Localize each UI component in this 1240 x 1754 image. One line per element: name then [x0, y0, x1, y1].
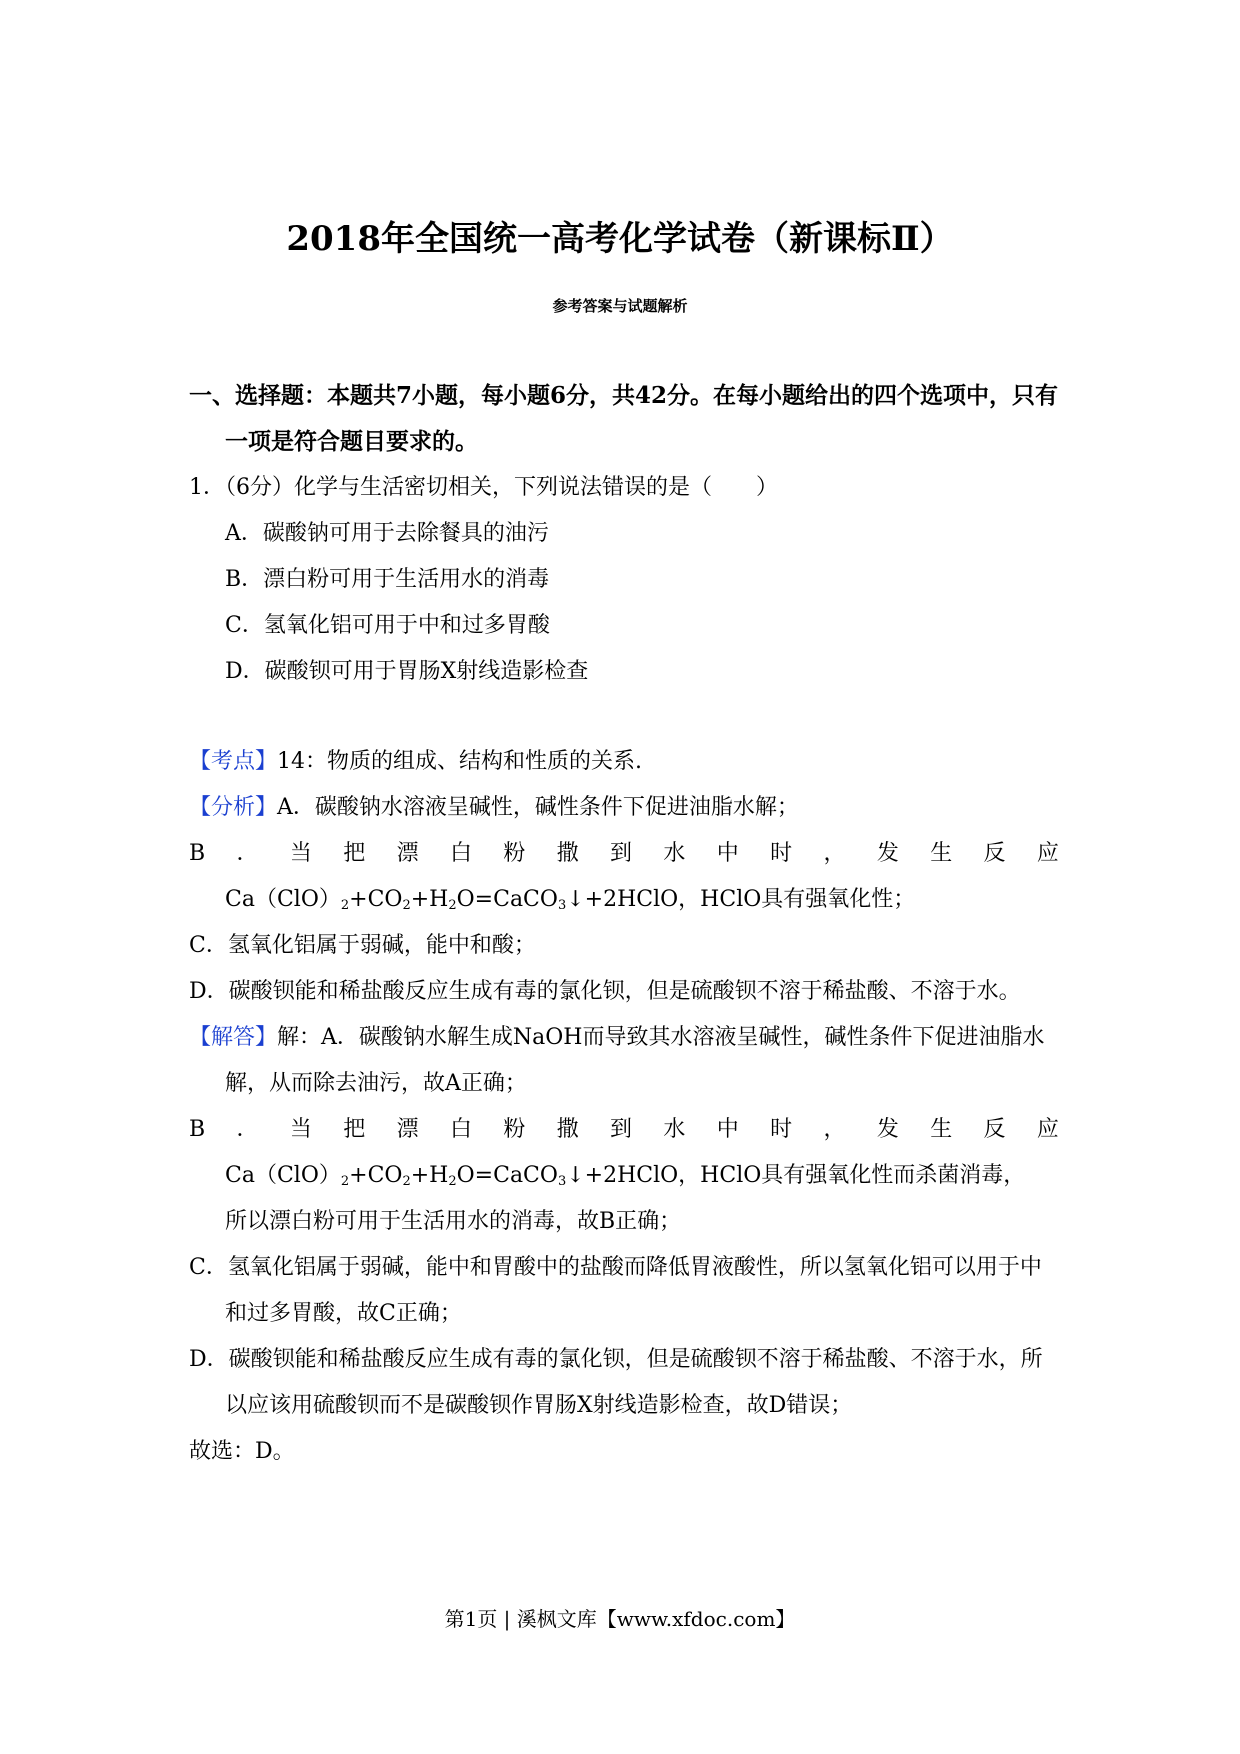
jieda-a-text: 解：A．碳酸钠水解生成NaOH而导致其水溶液呈碱性，碱性条件下促进油脂水解，从而除去油污，故A正确；: [225, 1025, 1045, 1096]
spread-char: 生: [930, 841, 953, 866]
fenxi-a-text: A．碳酸钠水溶液呈碱性，碱性条件下促进油脂水解；: [277, 795, 799, 820]
jieda-tag: 【解答】: [189, 1025, 278, 1050]
spread-char: 粉: [503, 841, 526, 866]
spread-char: ．: [236, 841, 259, 866]
spread-char: 到: [610, 1117, 633, 1142]
spread-char: B: [189, 841, 206, 866]
jieda-b-tail: 所以漂白粉可用于生活用水的消毒，故B正确；: [225, 1209, 682, 1234]
fenxi-b-equation: $Ca(ClO)_2+CO_2+H_2O=CaCO_3↓+2HClO$，HClO具有强氧化性；: [225, 887, 916, 913]
jieda-a-line: [189, 1015, 1059, 1107]
spread-char: 时: [770, 1117, 793, 1142]
spread-char: 中: [716, 841, 739, 866]
spread-char: ．: [236, 1117, 259, 1142]
kaodian-line: [189, 739, 1059, 785]
page-footer: 第1页 | 溪枫文库【www.xfdoc.com】: [444, 1607, 796, 1631]
spread-char: 粉: [503, 1117, 526, 1142]
spread-char: 应: [1036, 1117, 1059, 1142]
spread-char: 发: [876, 841, 899, 866]
spread-char: 当: [289, 841, 312, 866]
spread-char: 把: [343, 1117, 366, 1142]
spread-char: 中: [716, 1117, 739, 1142]
spread-char: 水: [663, 1117, 686, 1142]
spread-char: B: [189, 1117, 206, 1142]
spread-char: 白: [449, 1117, 472, 1142]
option-a: A．碳酸钠可用于去除餐具的油污: [225, 521, 549, 546]
spread-char: 漂: [396, 1117, 419, 1142]
option-d: D．碳酸钡可用于胃肠X射线造影检查: [225, 659, 589, 684]
jieda-d-text: D．碳酸钡能和稀盐酸反应生成有毒的氯化钡，但是硫酸钡不溶于稀盐酸、不溶于水，所以应该用硫酸钡而不是碳酸钡作胃肠X射线造影检查，故D错误；: [189, 1347, 1043, 1418]
fenxi-c-text: C．氢氧化铝属于弱碱，能中和酸；: [189, 933, 536, 958]
document-subtitle: 参考答案与试题解析: [552, 297, 688, 315]
question-number: 1．: [189, 475, 225, 500]
spacer: [189, 695, 1059, 739]
fenxi-d-text: D．碳酸钡能和稀盐酸反应生成有毒的氯化钡，但是硫酸钡不溶于稀盐酸、不溶于水。: [189, 979, 1021, 1004]
kaodian-tag: 【考点】: [189, 749, 278, 774]
question-1: [189, 465, 1059, 511]
spread-char: 漂: [396, 841, 419, 866]
spread-char: ，: [823, 1117, 846, 1142]
question-stem: （6分）化学与生活密切相关，下列说法错误的是（ ）: [225, 475, 778, 500]
spread-char: 撒: [556, 841, 579, 866]
spread-char: 水: [663, 841, 686, 866]
jieda-answer: 故选：D。: [189, 1439, 295, 1464]
option-b: B．漂白粉可用于生活用水的消毒: [225, 567, 550, 592]
spread-char: 把: [343, 841, 366, 866]
spread-char: 当: [289, 1117, 312, 1142]
spread-char: 到: [610, 841, 633, 866]
document-title: 2018年全国统一高考化学试卷（新课标Ⅱ）: [286, 219, 954, 259]
fenxi-tag: 【分析】: [189, 795, 278, 820]
spread-char: 撒: [556, 1117, 579, 1142]
document-body: [189, 373, 1059, 1475]
spread-char: 时: [770, 841, 793, 866]
spread-char: ，: [823, 841, 846, 866]
section-heading: 一、选择题：本题共7小题，每小题6分，共42分。在每小题给出的四个选项中，只有一项是符合题目要求的。: [189, 382, 1059, 455]
spread-char: 反: [983, 1117, 1006, 1142]
jieda-b-line: [189, 1107, 1059, 1153]
spread-char: 反: [983, 841, 1006, 866]
spread-char: 应: [1036, 841, 1059, 866]
spread-char: 发: [876, 1117, 899, 1142]
spread-char: 生: [930, 1117, 953, 1142]
option-c: C．氢氧化铝可用于中和过多胃酸: [225, 613, 550, 638]
fenxi-b-line: [189, 831, 1059, 877]
fenxi-line-a: [189, 785, 1059, 831]
spread-char: 白: [449, 841, 472, 866]
jieda-c-text: C．氢氧化铝属于弱碱，能中和胃酸中的盐酸而降低胃液酸性，所以氢氧化铝可以用于中和过多胃酸，故C正确；: [189, 1255, 1042, 1326]
jieda-b-equation: $Ca(ClO)_2+CO_2+H_2O=CaCO_3↓+2HClO$，HClO具有强氧化性而杀菌消毒，: [225, 1163, 1026, 1189]
kaodian-text: 14：物质的组成、结构和性质的关系.: [277, 749, 643, 774]
